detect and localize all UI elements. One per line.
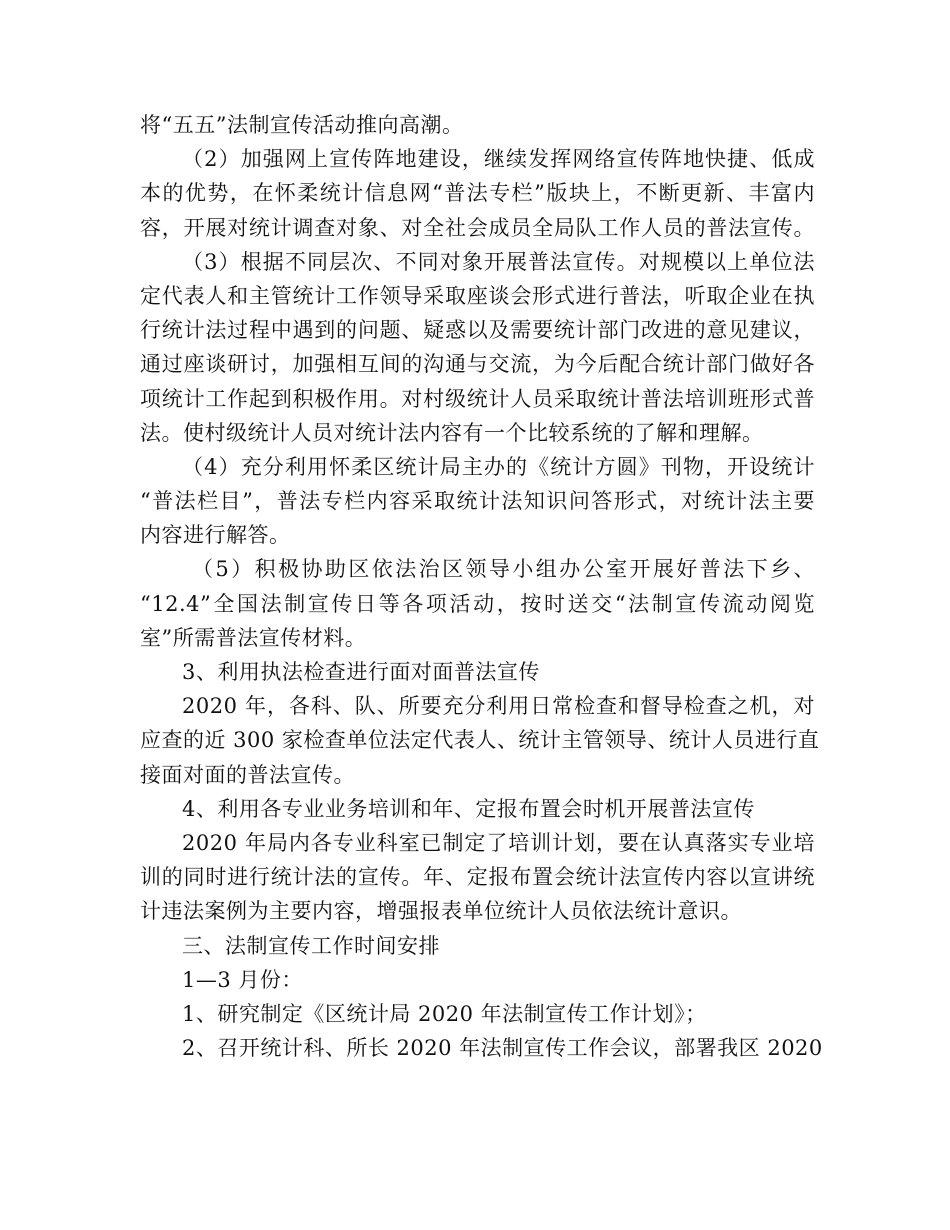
text-line: 三、法制宣传工作时间安排 [182, 933, 440, 958]
text-line: 应查的近 300 家检查单位法定代表人、统计主管领导、统计人员进行直 [140, 728, 820, 753]
text-line: （4）充分利用怀柔区统计局主办的《统计方圆》刊物，开设统计 [182, 454, 815, 479]
text-line: （3）根据不同层次、不同对象开展普法宣传。对规模以上单位法 [182, 249, 815, 274]
text-line: 定代表人和主管统计工作领导采取座谈会形式进行普法，听取企业在执 [140, 283, 815, 308]
text-line: 计违法案例为主要内容，增强报表单位统计人员依法统计意识。 [140, 899, 742, 924]
text-line: 2020 年局内各专业科室已制定了培训计划，要在认真落实专业培 [182, 830, 815, 855]
text-line: 通过座谈研讨，加强相互间的沟通与交流，为今后配合统计部门做好各 [140, 352, 815, 377]
text-line: 1、研究制定《区统计局 2020 年法制宣传工作计划》； [182, 1001, 707, 1026]
text-line: 2、召开统计科、所长 2020 年法制宣传工作会议，部署我区 2020 [182, 1036, 823, 1061]
document-body [140, 108, 823, 1065]
text-line: （5）积极协助区依法治区领导小组办公室开展好普法下乡、 [192, 557, 815, 582]
text-line: 接面对面的普法宣传。 [140, 762, 355, 787]
text-line: “12.4”全国法制宣传日等各项活动，按时送交“法制宣传流动阅览 [140, 591, 815, 616]
text-line: 法。使村级统计人员对统计法内容有一个比较系统的了解和理解。 [140, 420, 764, 445]
text-line: 3、利用执法检查进行面对面普法宣传 [182, 660, 540, 684]
text-line: 将“五五”法制宣传活动推向高潮。 [140, 113, 464, 137]
text-line: 2020 年，各科、队、所要充分利用日常检查和督导检查之机，对 [182, 694, 815, 719]
text-line: 训的同时进行统计法的宣传。年、定报布置会统计法宣传内容以宣讲统 [140, 865, 815, 890]
text-line: 行统计法过程中遇到的问题、疑惑以及需要统计部门改进的意见建议， [140, 318, 815, 343]
text-line: 容，开展对统计调查对象、对全社会成员全局队工作人员的普法宣传。 [140, 215, 815, 240]
text-line: 1—3 月份： [182, 967, 303, 992]
text-line: 室”所需普法宣传材料。 [140, 625, 367, 650]
text-line: 项统计工作起到积极作用。对村级统计人员采取统计普法培训班形式普 [140, 386, 815, 411]
text-line: “普法栏目”，普法专栏内容采取统计法知识问答形式，对统计法主要 [140, 489, 815, 514]
text-line: 内容进行解答。 [140, 523, 291, 548]
text-line: 4、利用各专业业务培训和年、定报布置会时机开展普法宣传 [182, 796, 755, 821]
text-line: （2）加强网上宣传阵地建设，继续发挥网络宣传阵地快捷、低成 [182, 147, 815, 172]
text-line: 本的优势，在怀柔统计信息网“普法专栏”版块上，不断更新、丰富内 [140, 181, 815, 206]
